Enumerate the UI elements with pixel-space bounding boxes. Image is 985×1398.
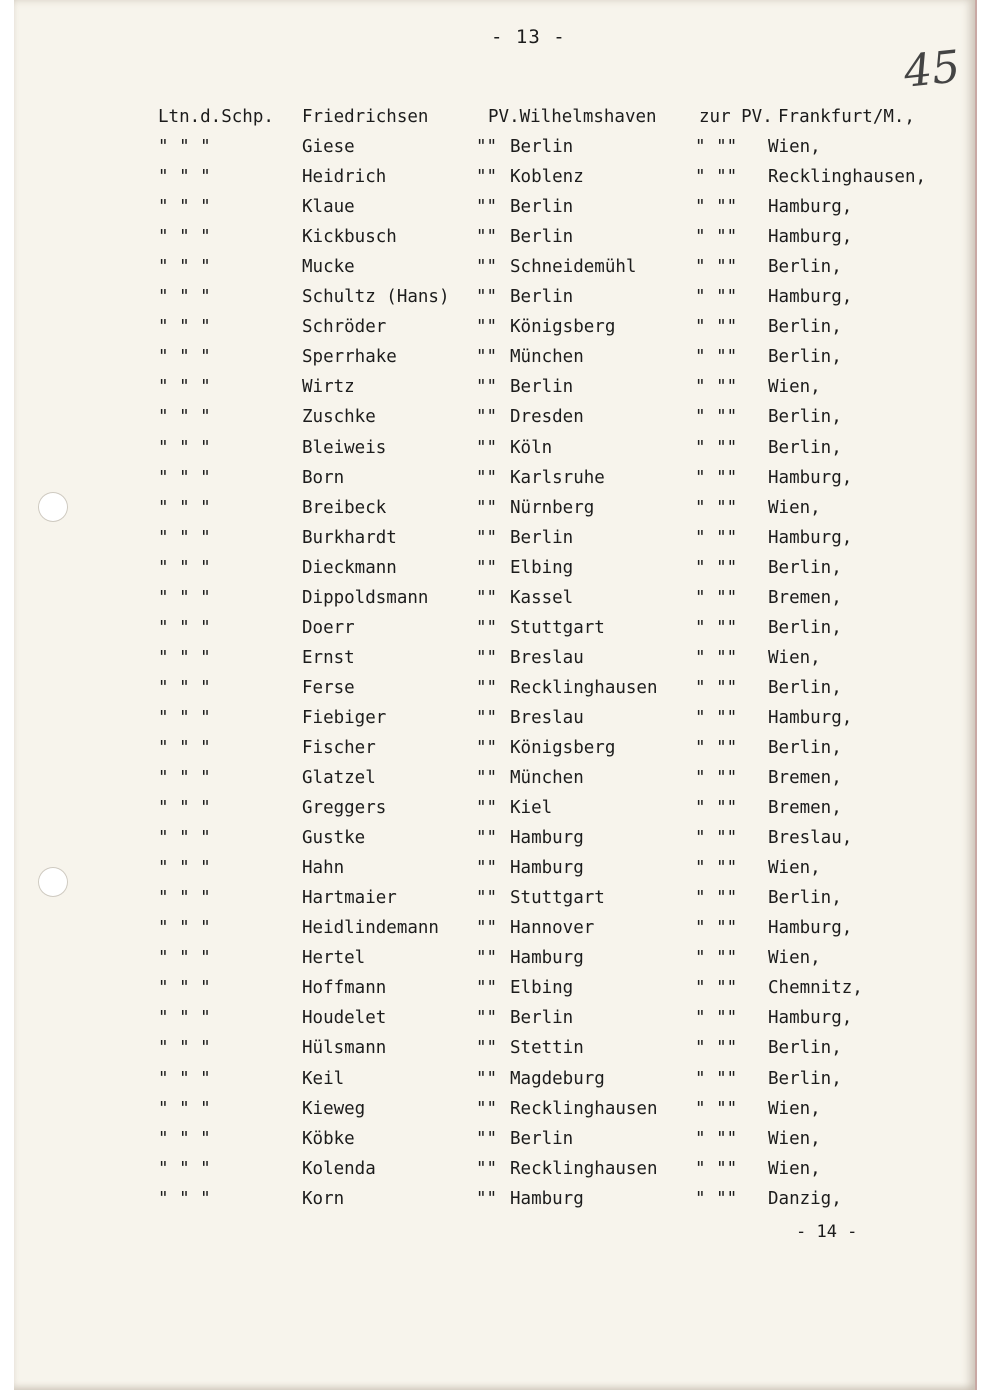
from-cell: Berlin	[510, 377, 574, 398]
list-row	[14, 763, 975, 793]
to-ditto-cell: " ""	[695, 737, 738, 758]
rank-ditto-cell: " " "	[158, 1038, 211, 1059]
to-cell: Recklinghausen,	[768, 167, 927, 188]
list-row	[14, 1124, 975, 1154]
to-ditto-cell: " ""	[695, 167, 738, 188]
to-cell: Frankfurt/M.,	[778, 107, 915, 127]
from-ditto-cell: ""	[476, 918, 498, 939]
from-ditto-cell: ""	[476, 1128, 498, 1149]
from-ditto-cell: ""	[476, 768, 498, 789]
from-cell: Berlin	[510, 197, 574, 218]
from-cell: Königsberg	[510, 317, 616, 338]
from-cell: Berlin	[510, 287, 574, 308]
to-cell: Hamburg,	[768, 467, 853, 488]
from-ditto-cell: ""	[476, 978, 498, 999]
rank-ditto-cell: " " "	[158, 858, 211, 879]
to-cell: Wien,	[768, 137, 821, 158]
list-row	[14, 883, 975, 913]
from-ditto-cell: ""	[476, 317, 498, 338]
to-cell: Hamburg,	[768, 707, 853, 728]
to-ditto-cell: " ""	[695, 677, 738, 698]
from-cell: Karlsruhe	[510, 467, 605, 488]
rank-ditto-cell: " " "	[158, 707, 211, 728]
to-ditto-cell: " ""	[695, 1068, 738, 1089]
to-cell: Wien,	[768, 647, 821, 668]
rank-cell: Ltn.d.Schp.	[158, 107, 274, 127]
list-row	[14, 162, 975, 192]
list-row	[14, 523, 975, 553]
name-cell: Dieckmann	[302, 557, 397, 578]
to-ditto-cell: " ""	[695, 1158, 738, 1179]
rank-ditto-cell: " " "	[158, 587, 211, 608]
rank-ditto-cell: " " "	[158, 197, 211, 218]
to-ditto-cell: " ""	[695, 858, 738, 879]
from-ditto-cell: ""	[476, 197, 498, 218]
to-label-cell: zur PV.	[699, 107, 773, 127]
name-cell: Hülsmann	[302, 1038, 387, 1059]
to-cell: Berlin,	[768, 888, 842, 909]
from-ditto-cell: ""	[476, 737, 498, 758]
to-cell: Bremen,	[768, 768, 842, 789]
from-cell: Berlin	[510, 1128, 574, 1149]
to-cell: Wien,	[768, 1098, 821, 1119]
from-ditto-cell: ""	[476, 1098, 498, 1119]
from-ditto-cell: ""	[476, 527, 498, 548]
list-row	[14, 823, 975, 853]
rank-ditto-cell: " " "	[158, 768, 211, 789]
list-row	[14, 282, 975, 312]
to-ditto-cell: " ""	[695, 197, 738, 218]
to-cell: Bremen,	[768, 587, 842, 608]
to-cell: Berlin,	[768, 617, 842, 638]
name-cell: Sperrhake	[302, 347, 397, 368]
to-ditto-cell: " ""	[695, 617, 738, 638]
list-row	[14, 913, 975, 943]
name-cell: Zuschke	[302, 407, 376, 428]
list-row	[14, 192, 975, 222]
name-cell: Hoffmann	[302, 978, 387, 999]
page-number: - 13 -	[491, 26, 566, 48]
from-cell: Recklinghausen	[510, 1158, 658, 1179]
from-ditto-cell: ""	[476, 407, 498, 428]
name-cell: Dippoldsmann	[302, 587, 429, 608]
list-row	[14, 1003, 975, 1033]
rank-ditto-cell: " " "	[158, 1098, 211, 1119]
to-cell: Berlin,	[768, 407, 842, 428]
rank-ditto-cell: " " "	[158, 407, 211, 428]
name-cell: Gustke	[302, 828, 366, 849]
from-ditto-cell: ""	[476, 557, 498, 578]
from-cell: Schneidemühl	[510, 257, 637, 278]
from-cell: Recklinghausen	[510, 677, 658, 698]
from-cell: Köln	[510, 437, 553, 458]
rank-ditto-cell: " " "	[158, 918, 211, 939]
to-ditto-cell: " ""	[695, 587, 738, 608]
to-ditto-cell: " ""	[695, 287, 738, 308]
name-cell: Heidlindemann	[302, 918, 439, 939]
list-row	[14, 613, 975, 643]
list-row	[14, 1154, 975, 1184]
from-cell: Stuttgart	[510, 888, 605, 909]
from-cell: Königsberg	[510, 737, 616, 758]
from-ditto-cell: ""	[476, 287, 498, 308]
list-row	[14, 372, 975, 402]
name-cell: Heidrich	[302, 167, 387, 188]
to-cell: Berlin,	[768, 347, 842, 368]
from-cell: Breslau	[510, 647, 584, 668]
from-cell: Stettin	[510, 1038, 584, 1059]
rank-ditto-cell: " " "	[158, 1068, 211, 1089]
rank-ditto-cell: " " "	[158, 347, 211, 368]
from-ditto-cell: ""	[476, 1158, 498, 1179]
name-cell: Bleiweis	[302, 437, 387, 458]
from-ditto-cell: ""	[476, 467, 498, 488]
from-ditto-cell: ""	[476, 497, 498, 518]
to-ditto-cell: " ""	[695, 1098, 738, 1119]
document-page	[14, 0, 977, 1390]
to-cell: Berlin,	[768, 557, 842, 578]
rank-ditto-cell: " " "	[158, 377, 211, 398]
from-ditto-cell: ""	[476, 707, 498, 728]
list-row	[14, 342, 975, 372]
handwritten-folio-number: 45	[901, 41, 963, 98]
to-ditto-cell: " ""	[695, 828, 738, 849]
to-ditto-cell: " ""	[695, 707, 738, 728]
to-ditto-cell: " ""	[695, 557, 738, 578]
to-ditto-cell: " ""	[695, 1038, 738, 1059]
to-cell: Hamburg,	[768, 287, 853, 308]
from-ditto-cell: ""	[476, 347, 498, 368]
list-row	[14, 793, 975, 823]
rank-ditto-cell: " " "	[158, 828, 211, 849]
to-ditto-cell: " ""	[695, 918, 738, 939]
name-cell: Köbke	[302, 1128, 355, 1149]
rank-ditto-cell: " " "	[158, 227, 211, 248]
name-cell: Friedrichsen	[302, 107, 429, 127]
to-ditto-cell: " ""	[695, 227, 738, 248]
name-cell: Wirtz	[302, 377, 355, 398]
from-cell: Berlin	[510, 1008, 574, 1029]
rank-ditto-cell: " " "	[158, 1008, 211, 1029]
from-cell: Berlin	[510, 227, 574, 248]
to-cell: Hamburg,	[768, 197, 853, 218]
name-cell: Kieweg	[302, 1098, 366, 1119]
name-cell: Schröder	[302, 317, 387, 338]
name-cell: Ernst	[302, 647, 355, 668]
to-cell: Berlin,	[768, 1068, 842, 1089]
to-cell: Berlin,	[768, 677, 842, 698]
from-ditto-cell: ""	[476, 227, 498, 248]
from-ditto-cell: ""	[476, 858, 498, 879]
rank-ditto-cell: " " "	[158, 677, 211, 698]
from-ditto-cell: ""	[476, 888, 498, 909]
to-ditto-cell: " ""	[695, 317, 738, 338]
list-row-first	[14, 102, 975, 132]
name-cell: Fischer	[302, 737, 376, 758]
from-ditto-cell: ""	[476, 677, 498, 698]
list-row	[14, 1094, 975, 1124]
list-row	[14, 132, 975, 162]
to-cell: Hamburg,	[768, 918, 853, 939]
to-cell: Chemnitz,	[768, 978, 863, 999]
list-row	[14, 433, 975, 463]
from-ditto-cell: ""	[476, 377, 498, 398]
list-row	[14, 252, 975, 282]
from-ditto-cell: ""	[476, 587, 498, 608]
from-cell: Stuttgart	[510, 617, 605, 638]
to-cell: Berlin,	[768, 737, 842, 758]
to-cell: Hamburg,	[768, 1008, 853, 1029]
list-row	[14, 733, 975, 763]
name-cell: Ferse	[302, 677, 355, 698]
rank-ditto-cell: " " "	[158, 557, 211, 578]
from-cell: Hannover	[510, 918, 595, 939]
rank-ditto-cell: " " "	[158, 527, 211, 548]
to-cell: Berlin,	[768, 437, 842, 458]
name-cell: Hartmaier	[302, 888, 397, 909]
to-ditto-cell: " ""	[695, 377, 738, 398]
to-cell: Berlin,	[768, 1038, 842, 1059]
name-cell: Korn	[302, 1188, 345, 1209]
next-page-marker: - 14 -	[796, 1222, 858, 1242]
from-ditto-cell: ""	[476, 948, 498, 969]
rank-ditto-cell: " " "	[158, 647, 211, 668]
to-ditto-cell: " ""	[695, 407, 738, 428]
list-row	[14, 643, 975, 673]
name-cell: Schultz (Hans)	[302, 287, 450, 308]
rank-ditto-cell: " " "	[158, 167, 211, 188]
to-ditto-cell: " ""	[695, 768, 738, 789]
from-cell: München	[510, 347, 584, 368]
to-ditto-cell: " ""	[695, 1008, 738, 1029]
list-row	[14, 222, 975, 252]
name-cell: Giese	[302, 137, 355, 158]
from-cell: Elbing	[510, 557, 574, 578]
from-cell: Hamburg	[510, 858, 584, 879]
rank-ditto-cell: " " "	[158, 437, 211, 458]
name-cell: Greggers	[302, 798, 387, 819]
from-cell: Kassel	[510, 587, 574, 608]
to-ditto-cell: " ""	[695, 798, 738, 819]
list-row	[14, 673, 975, 703]
from-ditto-cell: ""	[476, 137, 498, 158]
to-cell: Berlin,	[768, 257, 842, 278]
rank-ditto-cell: " " "	[158, 737, 211, 758]
rank-ditto-cell: " " "	[158, 137, 211, 158]
from-cell: Dresden	[510, 407, 584, 428]
rank-ditto-cell: " " "	[158, 467, 211, 488]
list-row	[14, 973, 975, 1003]
from-cell: Hamburg	[510, 1188, 584, 1209]
from-ditto-cell: ""	[476, 828, 498, 849]
name-cell: Mucke	[302, 257, 355, 278]
name-cell: Hahn	[302, 858, 345, 879]
list-row	[14, 312, 975, 342]
rank-ditto-cell: " " "	[158, 948, 211, 969]
to-cell: Berlin,	[768, 317, 842, 338]
from-ditto-cell: ""	[476, 257, 498, 278]
rank-ditto-cell: " " "	[158, 617, 211, 638]
from-cell: Berlin	[510, 137, 574, 158]
list-row	[14, 1033, 975, 1063]
to-ditto-cell: " ""	[695, 647, 738, 668]
rank-ditto-cell: " " "	[158, 1128, 211, 1149]
list-row	[14, 402, 975, 432]
from-cell: Kiel	[510, 798, 553, 819]
list-row	[14, 493, 975, 523]
to-cell: Wien,	[768, 858, 821, 879]
to-ditto-cell: " ""	[695, 527, 738, 548]
name-cell: Doerr	[302, 617, 355, 638]
to-cell: Wien,	[768, 1158, 821, 1179]
from-ditto-cell: ""	[476, 798, 498, 819]
name-cell: Klaue	[302, 197, 355, 218]
rank-ditto-cell: " " "	[158, 978, 211, 999]
list-row	[14, 463, 975, 493]
to-ditto-cell: " ""	[695, 257, 738, 278]
rank-ditto-cell: " " "	[158, 317, 211, 338]
rank-ditto-cell: " " "	[158, 1188, 211, 1209]
name-cell: Born	[302, 467, 345, 488]
list-row	[14, 943, 975, 973]
list-row	[14, 703, 975, 733]
to-cell: Wien,	[768, 1128, 821, 1149]
name-cell: Houdelet	[302, 1008, 387, 1029]
list-row	[14, 1184, 975, 1214]
name-cell: Glatzel	[302, 768, 376, 789]
rank-ditto-cell: " " "	[158, 798, 211, 819]
name-cell: Kickbusch	[302, 227, 397, 248]
to-ditto-cell: " ""	[695, 948, 738, 969]
from-ditto-cell: ""	[476, 647, 498, 668]
from-ditto-cell: ""	[476, 437, 498, 458]
from-cell: Koblenz	[510, 167, 584, 188]
to-cell: Bremen,	[768, 798, 842, 819]
from-cell: Hamburg	[510, 948, 584, 969]
from-ditto-cell: ""	[476, 1008, 498, 1029]
from-ditto-cell: ""	[476, 1068, 498, 1089]
from-ditto-cell: ""	[476, 1038, 498, 1059]
to-ditto-cell: " ""	[695, 467, 738, 488]
list-row	[14, 1064, 975, 1094]
name-cell: Kolenda	[302, 1158, 376, 1179]
to-ditto-cell: " ""	[695, 978, 738, 999]
to-cell: Wien,	[768, 497, 821, 518]
from-cell: PV.Wilhelmshaven	[488, 107, 657, 127]
to-cell: Wien,	[768, 377, 821, 398]
rank-ditto-cell: " " "	[158, 497, 211, 518]
from-cell: Breslau	[510, 707, 584, 728]
name-cell: Hertel	[302, 948, 366, 969]
to-cell: Wien,	[768, 948, 821, 969]
rank-ditto-cell: " " "	[158, 888, 211, 909]
from-cell: Magdeburg	[510, 1068, 605, 1089]
from-cell: Hamburg	[510, 828, 584, 849]
to-ditto-cell: " ""	[695, 497, 738, 518]
name-cell: Burkhardt	[302, 527, 397, 548]
to-cell: Hamburg,	[768, 227, 853, 248]
from-ditto-cell: ""	[476, 167, 498, 188]
to-cell: Hamburg,	[768, 527, 853, 548]
list-row	[14, 583, 975, 613]
to-ditto-cell: " ""	[695, 137, 738, 158]
from-ditto-cell: ""	[476, 617, 498, 638]
list-row	[14, 553, 975, 583]
name-cell: Keil	[302, 1068, 345, 1089]
from-cell: München	[510, 768, 584, 789]
to-ditto-cell: " ""	[695, 888, 738, 909]
rank-ditto-cell: " " "	[158, 1158, 211, 1179]
to-cell: Danzig,	[768, 1188, 842, 1209]
from-cell: Elbing	[510, 978, 574, 999]
from-cell: Berlin	[510, 527, 574, 548]
from-cell: Recklinghausen	[510, 1098, 658, 1119]
name-cell: Fiebiger	[302, 707, 387, 728]
transfer-list	[14, 102, 975, 1214]
list-row	[14, 853, 975, 883]
to-ditto-cell: " ""	[695, 1128, 738, 1149]
to-cell: Breslau,	[768, 828, 853, 849]
rank-ditto-cell: " " "	[158, 257, 211, 278]
to-ditto-cell: " ""	[695, 437, 738, 458]
name-cell: Breibeck	[302, 497, 387, 518]
to-ditto-cell: " ""	[695, 347, 738, 368]
to-ditto-cell: " ""	[695, 1188, 738, 1209]
from-ditto-cell: ""	[476, 1188, 498, 1209]
from-cell: Nürnberg	[510, 497, 595, 518]
rank-ditto-cell: " " "	[158, 287, 211, 308]
